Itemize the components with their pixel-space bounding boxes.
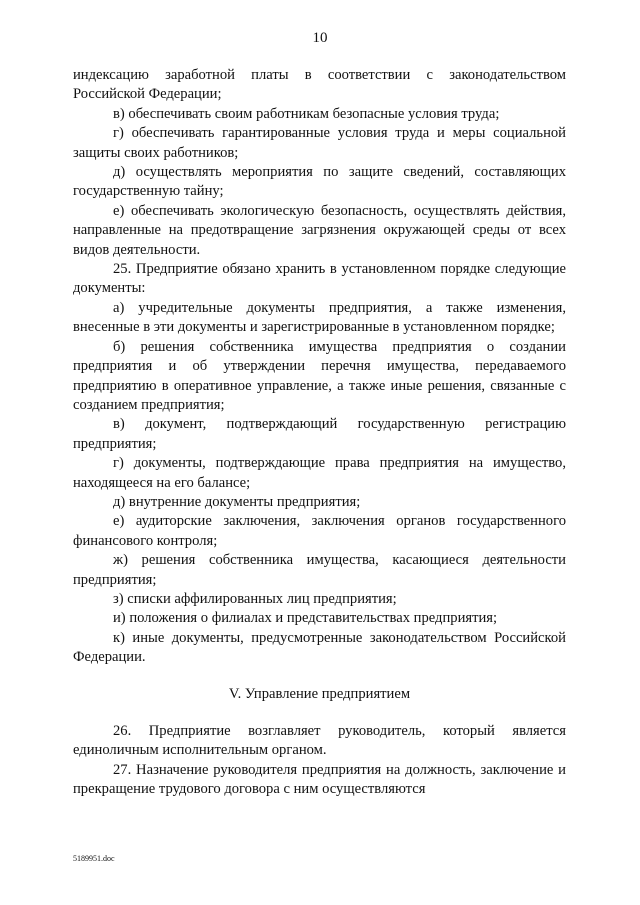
clause-26: 26. Предприятие возглавляет руководитель, который является единоличным исполнительным органом. bbox=[73, 723, 566, 759]
section-heading: V. Управление предприятием bbox=[228, 685, 411, 702]
doc-item-g: г) документы, подтверждающие права предприятия на имущество, находящееся на его балансе; bbox=[73, 455, 566, 491]
clause-25: 25. Предприятие обязано хранить в установленном порядке следующие документы: bbox=[73, 261, 566, 297]
doc-item-i: и) положения о филиалах и представительствах предприятия; bbox=[113, 610, 498, 627]
doc-item-zh: ж) решения собственника имущества, касающиеся деятельности предприятия; bbox=[73, 552, 566, 588]
document-body bbox=[73, 66, 566, 800]
doc-item-e: е) аудиторские заключения, заключения органов государственного финансового контроля; bbox=[73, 513, 566, 549]
file-name-footer: 5189951.doc bbox=[73, 854, 115, 863]
list-item-d: д) осуществлять мероприятия по защите сведений, составляющих государственную тайну; bbox=[73, 164, 566, 200]
doc-item-v: в) документ, подтверждающий государственную регистрацию предприятия; bbox=[73, 416, 566, 452]
clause-27: 27. Назначение руководителя предприятия на должность, заключение и прекращение трудового договора с ним осуществляются bbox=[73, 761, 566, 798]
list-item-v: в) обеспечивать своим работникам безопасные условия труда; bbox=[113, 105, 500, 122]
list-item-e: е) обеспечивать экологическую безопасность, осуществлять действия, направленные на предотвращение загрязнения окружающей среды от всех видов деятельности. bbox=[73, 202, 566, 258]
doc-item-b: б) решения собственника имущества предприятия о создании предприятия и об утверждении перечня имущества, передаваемого предприятию в оперативное управление, а также иные решения, связанные с созданием предприятия; bbox=[73, 338, 566, 413]
paragraph-continuation: индексацию заработной платы в соответствии с законодательством Российской Федерации; bbox=[73, 67, 566, 103]
page-number: 10 bbox=[312, 30, 328, 46]
doc-item-z: з) списки аффилированных лиц предприятия; bbox=[113, 590, 397, 607]
list-item-g: г) обеспечивать гарантированные условия труда и меры социальной защиты своих работников; bbox=[73, 125, 566, 161]
doc-item-a: а) учредительные документы предприятия, а также изменения, внесенные в эти документы и зарегистрированные в установленном порядке; bbox=[73, 299, 566, 336]
doc-item-k: к) иные документы, предусмотренные законодательством Российской Федерации. bbox=[73, 629, 566, 666]
doc-item-d: д) внутренние документы предприятия; bbox=[113, 493, 361, 510]
